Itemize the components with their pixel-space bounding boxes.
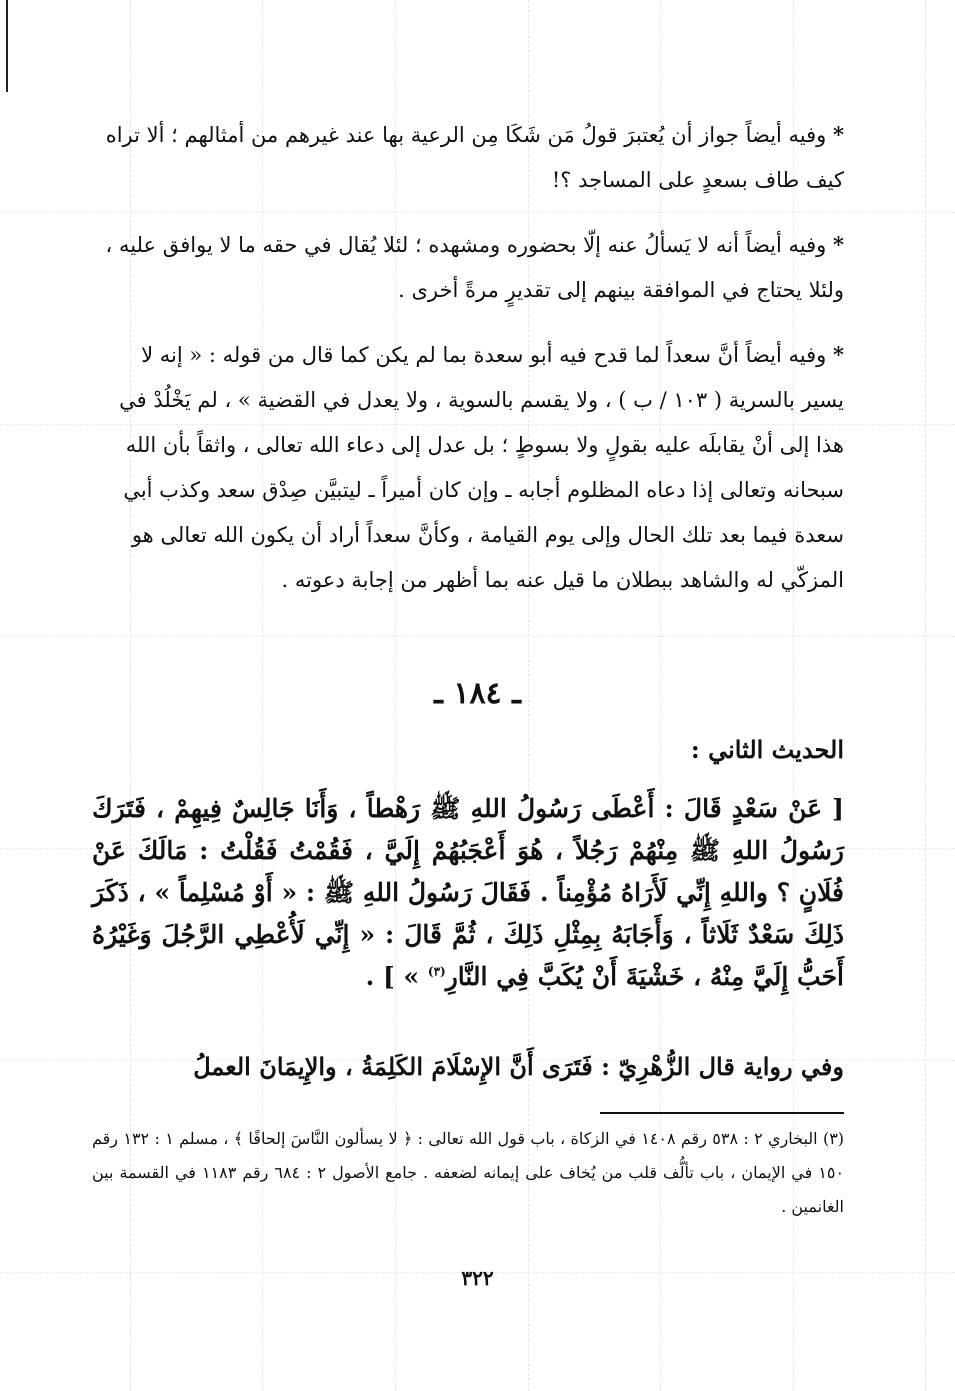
bullet-star: * bbox=[833, 122, 844, 147]
hadith-end: » ] . bbox=[365, 962, 420, 991]
bullet-paragraph-1 bbox=[92, 112, 844, 203]
scan-grid-line bbox=[0, 212, 955, 213]
bullet-text: وفيه أيضاً أنه لا يَسألُ عنه إلّا بحضوره ومشهده ؛ لئلا يُقال في حقه ما لا يوافق عليه ، ولئلا يحتاج في الموافقة بينهم إلى تقديرٍ مرةً أخرى . bbox=[105, 233, 844, 302]
bullet-paragraph-2 bbox=[92, 222, 844, 313]
bullet-paragraph-3 bbox=[92, 332, 844, 603]
footnote-item: (٣) البخاري ٢ : ٥٣٨ رقم ١٤٠٨ في الزكاة ، باب قول الله تعالى : ﴿ لا يسألون النَّاسَ إلحافًا ﴾ ، مسلم ١ : ١٣٢ رقم ١٥٠ في الإيمان ، باب تألُّف قلب من يُخاف على إيمانه لضعفه . جامع الأصول ٢ : ٦٨٤ رقم ١١٨٣ في القسمة بين الغانمين . bbox=[92, 1129, 845, 1216]
scan-grid-line bbox=[0, 636, 955, 637]
bullet-star: * bbox=[833, 232, 844, 257]
footnotes bbox=[92, 1122, 844, 1224]
bullet-text: وفيه أيضاً أنَّ سعداً لما قدح فيه أبو سعدة بما لم يكن كما قال من قوله : « إنه لا يسير بالسرية ( ١٠٣ / ب ) ، ولا يقسم بالسوية ، ولا يعدل في القضية » ، لم يَخْلُدْ في هذا إلى أنْ يقابلَه عليه بقولٍ ولا بسوطٍ ؛ بل عدل إلى دعاء الله تعالى ، واثقاً بأن الله سبحانه وتعالى إذا دعاه المظلوم أجابه ـ وإن كان أميراً ـ ليتبيَّن صِدْق سعد وكذب أبي سعدة فيما بعد تلك الحال وإلى يوم القيامة ، وكأنَّ سعداً أراد أن يكون الله تعالى هو المزكّي له والشاهد ببطلان ما قيل عنه بما أظهر من إجابة دعوته . bbox=[119, 343, 844, 592]
zuhri-narration: وفي رواية قال الزُّهْرِيّ : فَتَرَى أَنَّ الإِسْلَامَ الكَلِمَةُ ، والإِيمَانَ العملُ bbox=[193, 1052, 844, 1081]
bullet-star: * bbox=[833, 342, 844, 367]
footnote-ref: (٣) bbox=[427, 964, 446, 979]
hadith-text bbox=[92, 788, 844, 998]
page-edge-mark bbox=[6, 0, 8, 92]
section-number: ـ ١٨٤ ـ bbox=[434, 676, 521, 711]
page-number: ٣٢٢ bbox=[461, 1266, 494, 1290]
hadith-body: [ عَنْ سَعْدٍ قَالَ : أَعْطَى رَسُولُ اللهِ ﷺ رَهْطاً ، وَأَنَا جَالِسٌ فِيهِمْ ، فَتَرَكَ رَسُولُ اللهِ ﷺ مِنْهُمْ رَجُلاً ، هُوَ أَعْجَبُهُمْ إِلَيَّ ، فَقُمْتُ فَقُلْتُ : مَالَكَ عَنْ فُلَانٍ ؟ واللهِ إِنِّي لَأَرَاهُ مُؤْمِناً . فَقَالَ رَسُولُ اللهِ ﷺ : « أَوْ مُسْلِماً » ، ذَكَرَ ذَلِكَ سَعْدٌ ثَلَاثاً ، وَأَجَابَهُ بِمِثْلِ ذَلِكَ ، ثُمَّ قَالَ : « إِنِّي لَأُعْطِي الرَّجُلَ وَغَيْرُهُ أَحَبُّ إِلَيَّ مِنْهُ ، خَشْيَةَ أَنْ يُكَبَّ فِي النَّارِ bbox=[92, 794, 844, 991]
bullet-text: وفيه أيضاً جواز أن يُعتبرَ قولُ مَن شَكَا مِن الرعية بها عند غيرهم من أمثالهم ؛ ألا تراه كيف طاف بسعدٍ على المساجد ؟! bbox=[105, 123, 844, 192]
footnote-separator bbox=[600, 1112, 844, 1114]
hadith-title: الحديث الثاني : bbox=[690, 735, 844, 764]
